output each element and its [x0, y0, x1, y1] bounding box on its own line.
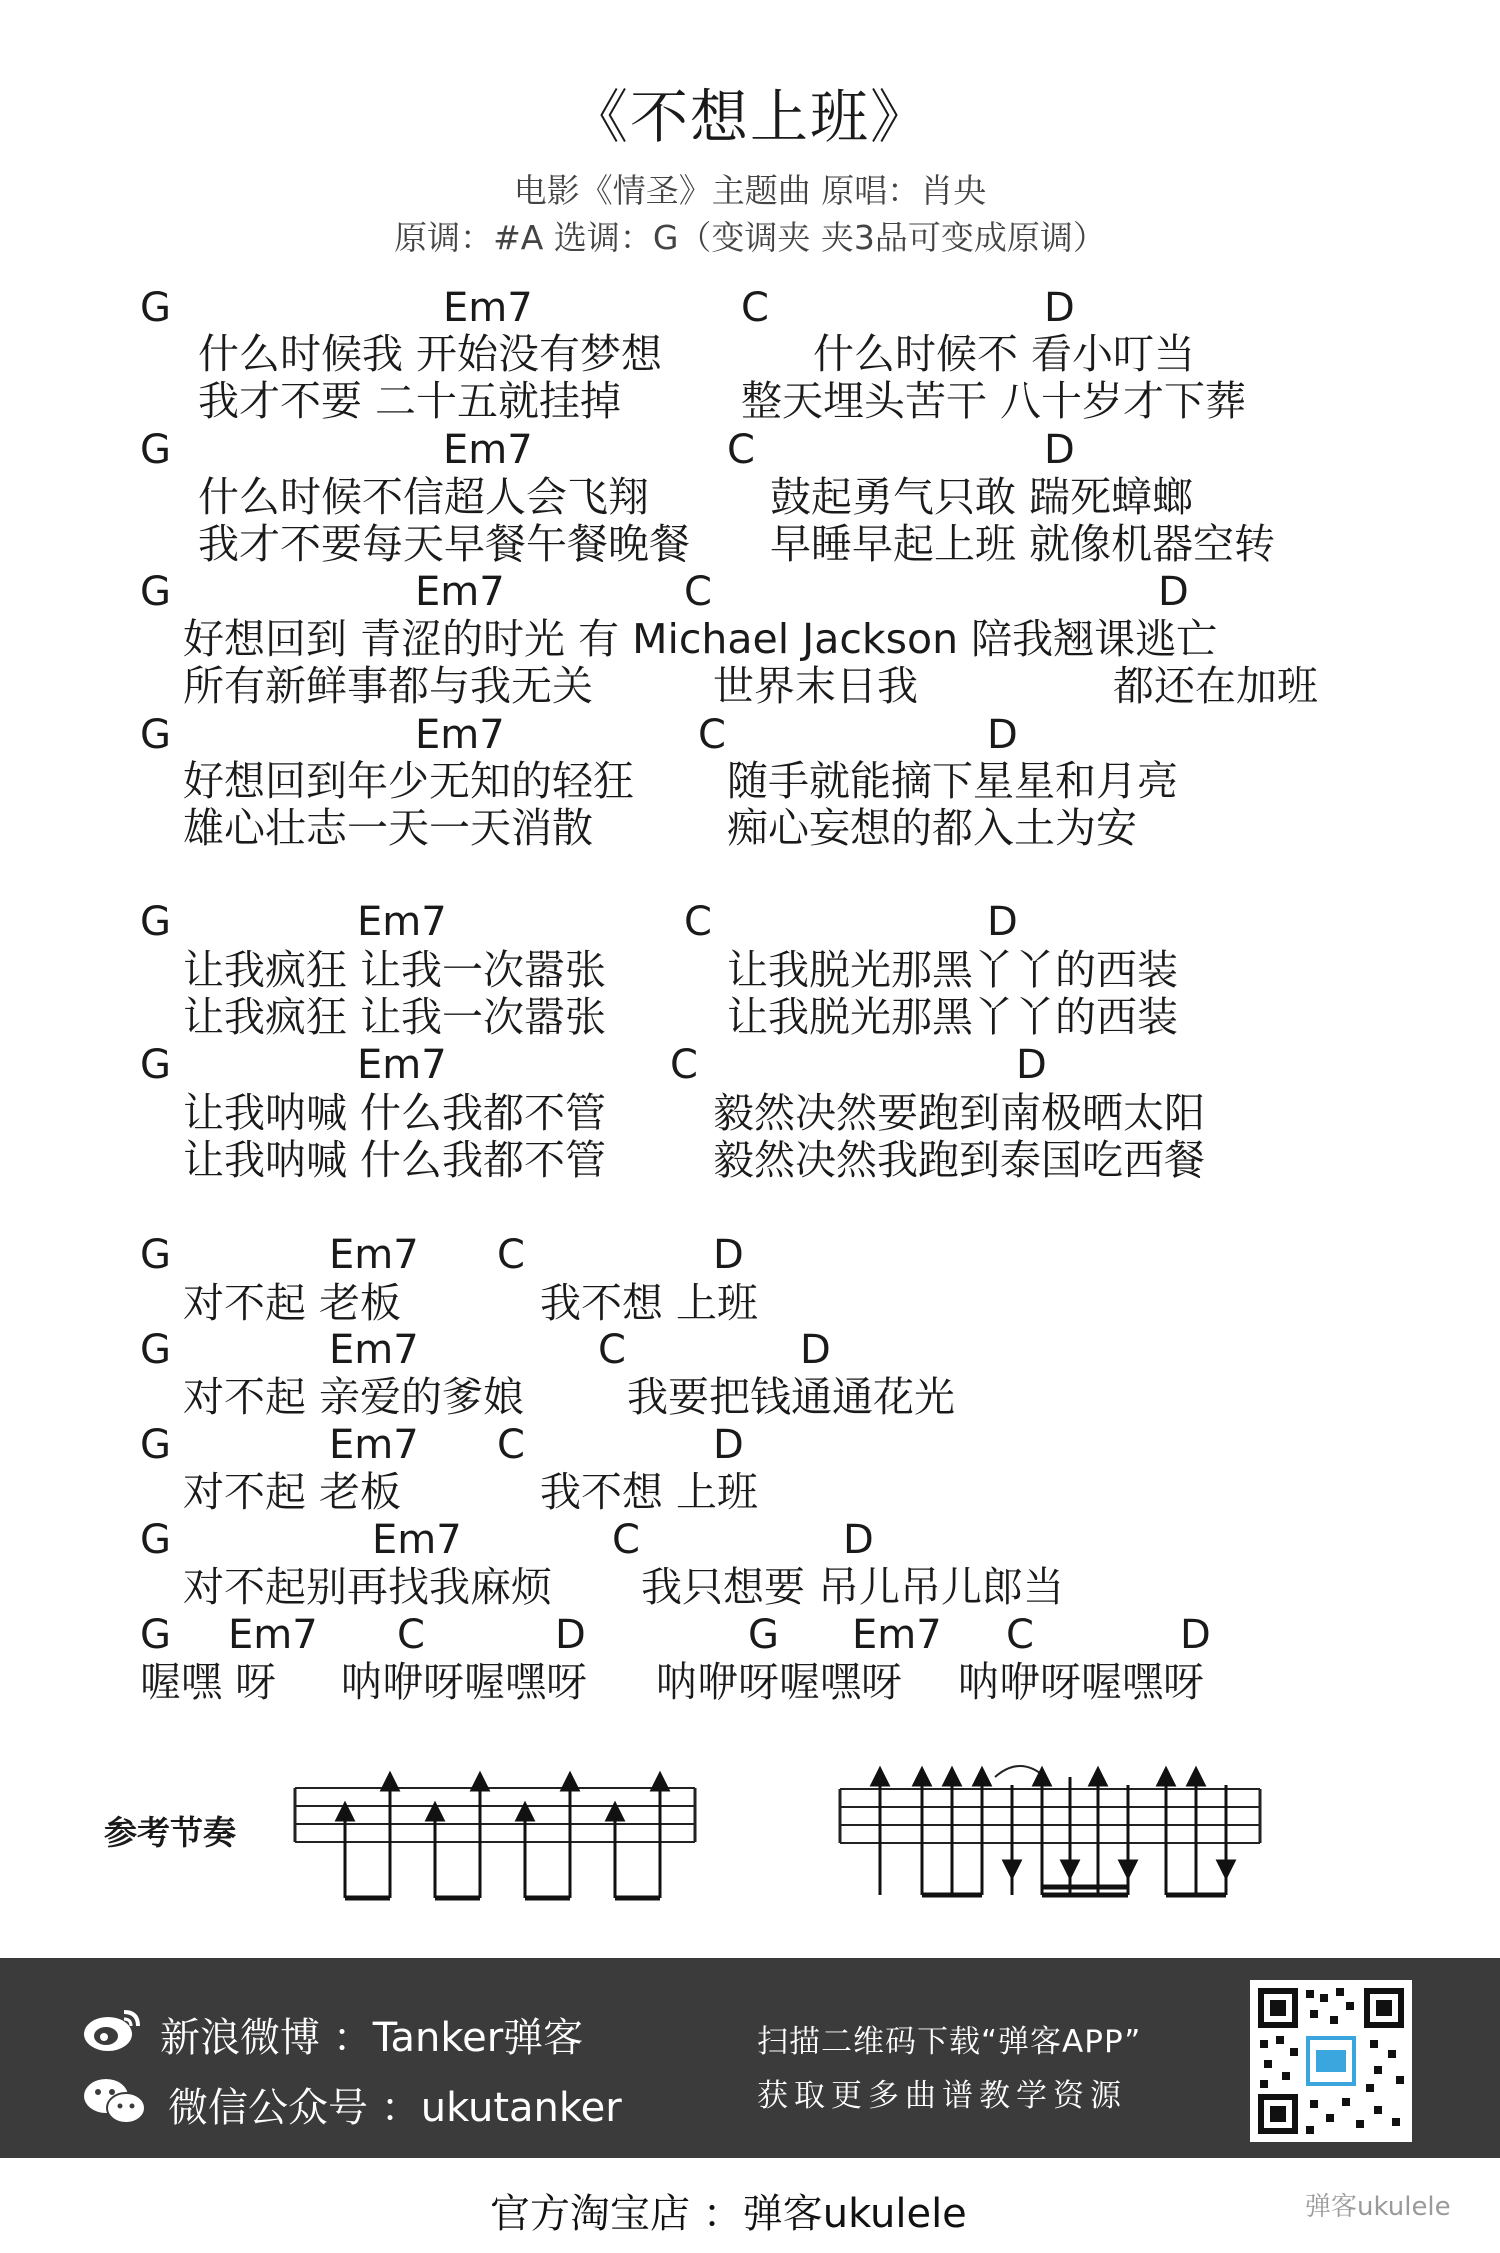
chord: Em7	[357, 1042, 447, 1088]
chord: G	[140, 285, 171, 331]
strum-pattern-1	[285, 1770, 705, 1915]
chord: D	[1044, 427, 1075, 473]
rhythm-label: 参考节奏	[104, 1813, 236, 1852]
chord: D	[713, 1232, 744, 1278]
lyric: 都还在加班	[1113, 662, 1318, 710]
lyric: 早睡早起上班 就像机器空转	[770, 520, 1276, 568]
chord: G	[140, 427, 171, 473]
lyric: 世界末日我	[713, 662, 918, 710]
chord: Em7	[329, 1327, 419, 1373]
weibo-icon	[82, 2006, 142, 2054]
footer-banner	[0, 1958, 1500, 2158]
lyric: 什么时候不信超人会飞翔	[198, 473, 649, 521]
qr-code	[1250, 1980, 1412, 2142]
lyric: 所有新鲜事都与我无关	[183, 662, 593, 710]
chord: C	[670, 1042, 698, 1088]
subtitle-key: 原调：#A 选调：G（变调夹 夹3品可变成原调）	[394, 218, 1106, 257]
chord: D	[1016, 1042, 1047, 1088]
chord: G	[140, 1042, 171, 1088]
chord: Em7	[852, 1612, 942, 1658]
chord: G	[140, 569, 171, 615]
scan-subtext: 获取更多曲谱教学资源	[757, 2078, 1127, 2114]
lyric: 让我呐喊 什么我都不管	[183, 1089, 607, 1137]
lyric: 毅然决然我跑到泰国吃西餐	[713, 1136, 1205, 1184]
chord: Em7	[372, 1517, 462, 1563]
chord: Em7	[415, 712, 505, 758]
lyric: 对不起 老板	[183, 1468, 402, 1516]
weibo-account: 新浪微博 ：Tanker弹客	[160, 2015, 584, 2061]
lyric: 让我疯狂 让我一次嚣张	[183, 946, 607, 994]
lyric: 整天埋头苦干 八十岁才下葬	[741, 377, 1247, 425]
strum-pattern-2	[830, 1755, 1270, 1915]
wechat-account: 微信公众号 ：ukutanker	[168, 2085, 622, 2131]
song-title: 《不想上班》	[569, 83, 930, 151]
lyric: 我不想 上班	[540, 1468, 759, 1516]
chord: G	[748, 1612, 779, 1658]
lyric: 痴心妄想的都入土为安	[727, 804, 1137, 852]
chord: G	[140, 1422, 171, 1468]
chord: C	[598, 1327, 626, 1373]
lyric: 随手就能摘下星星和月亮	[727, 757, 1178, 805]
scan-hint: 扫描二维码下载“弹客APP”	[757, 2024, 1142, 2060]
chord: Em7	[443, 285, 533, 331]
lyric: 让我脱光那黑丫丫的西装	[727, 946, 1178, 994]
chord: Em7	[415, 569, 505, 615]
lyric: 我才不要每天早餐午餐晚餐	[198, 520, 690, 568]
lyric: 我只想要 吊儿吊儿郎当	[641, 1563, 1065, 1611]
chord: D	[555, 1612, 586, 1658]
lyric: 喔嘿 呀	[140, 1658, 277, 1706]
chord: D	[800, 1327, 831, 1373]
chord: C	[698, 712, 726, 758]
chord: Em7	[228, 1612, 318, 1658]
lyric: 好想回到 青涩的时光 有 Michael Jackson 陪我翘课逃亡	[183, 615, 1218, 663]
lyric: 雄心壮志一天一天消散	[183, 804, 593, 852]
chord: C	[727, 427, 755, 473]
chord: Em7	[443, 427, 533, 473]
wechat-icon	[82, 2076, 148, 2128]
chord: D	[1180, 1612, 1211, 1658]
lyric: 让我疯狂 让我一次嚣张	[183, 993, 607, 1041]
chord: D	[713, 1422, 744, 1468]
chord: C	[741, 285, 769, 331]
chord: D	[1158, 569, 1189, 615]
lyric: 好想回到年少无知的轻狂	[183, 757, 634, 805]
lyric: 什么时候不 看小叮当	[813, 330, 1196, 378]
chord: Em7	[329, 1422, 419, 1468]
lyric: 什么时候我 开始没有梦想	[198, 330, 663, 378]
lyric: 呐咿呀喔嘿呀	[656, 1658, 902, 1706]
chord: G	[140, 1517, 171, 1563]
lyric: 对不起别再找我麻烦	[183, 1563, 552, 1611]
taobao-shop: 官方淘宝店 ：弹客ukulele	[490, 2191, 967, 2237]
lyric: 对不起 亲爱的爹娘	[183, 1373, 525, 1421]
chord: D	[843, 1517, 874, 1563]
chord: Em7	[329, 1232, 419, 1278]
chord: C	[497, 1422, 525, 1468]
lyric: 呐咿呀喔嘿呀	[341, 1658, 587, 1706]
chord: G	[140, 899, 171, 945]
lyric: 我不想 上班	[540, 1279, 759, 1327]
lyric: 呐咿呀喔嘿呀	[958, 1658, 1204, 1706]
chord: G	[140, 712, 171, 758]
chord: C	[397, 1612, 425, 1658]
chord: C	[1006, 1612, 1034, 1658]
lyric: 鼓起勇气只敢 踹死蟑螂	[770, 473, 1194, 521]
lyric: 对不起 老板	[183, 1279, 402, 1327]
chord: G	[140, 1612, 171, 1658]
chord: C	[684, 569, 712, 615]
chord: C	[684, 899, 712, 945]
subtitle-origin: 电影《情圣》主题曲 原唱：肖央	[513, 171, 987, 210]
lyric: 我要把钱通通花光	[627, 1373, 955, 1421]
chord: D	[1044, 285, 1075, 331]
chord: G	[140, 1327, 171, 1373]
chord: Em7	[357, 899, 447, 945]
chord: G	[140, 1232, 171, 1278]
chord: D	[987, 899, 1018, 945]
lyric: 让我脱光那黑丫丫的西装	[727, 993, 1178, 1041]
chord: D	[987, 712, 1018, 758]
lyric: 让我呐喊 什么我都不管	[183, 1136, 607, 1184]
chord: C	[612, 1517, 640, 1563]
watermark: 弹客ukulele	[1305, 2192, 1451, 2222]
lyric: 我才不要 二十五就挂掉	[198, 377, 622, 425]
chord: C	[497, 1232, 525, 1278]
lyric: 毅然决然要跑到南极晒太阳	[713, 1089, 1205, 1137]
